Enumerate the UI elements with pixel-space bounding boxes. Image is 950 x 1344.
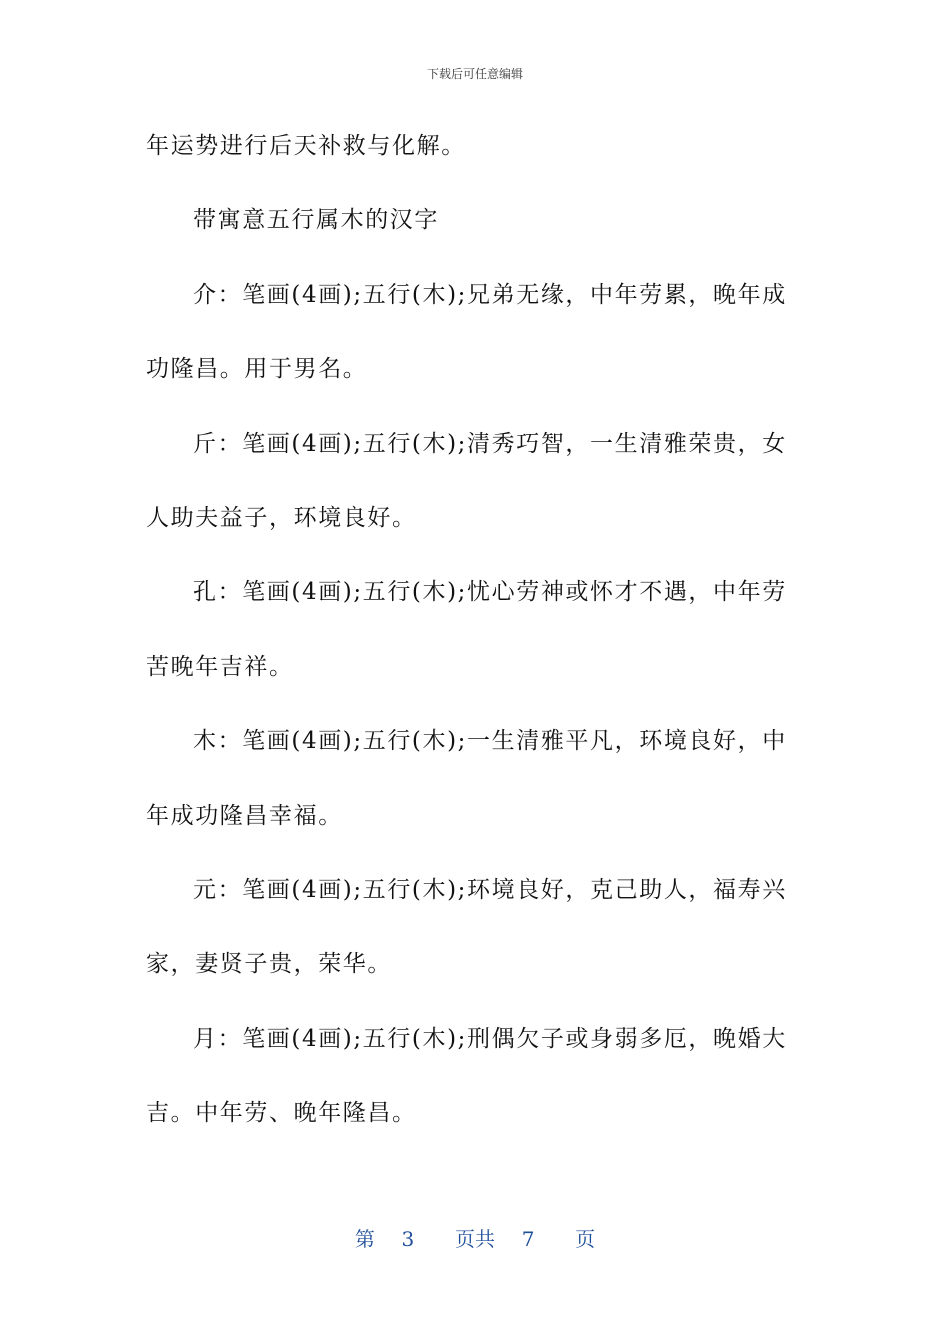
paragraph-line: 人助夫益子，环境良好。 [146, 504, 417, 531]
paragraph-line: 年运势进行后天补救与化解。 [146, 133, 466, 159]
paragraph-line: 月：笔画(4画);五行(木);刑偶欠子或身弱多厄，晚婚大 [193, 1025, 787, 1052]
footer-total-pages: 7 [521, 1227, 535, 1251]
document-body [146, 128, 786, 1169]
paragraph-line: 年成功隆昌幸福。 [146, 802, 343, 829]
page-header [0, 66, 950, 82]
paragraph-line: 苦晚年吉祥。 [146, 653, 294, 680]
paragraph-line: 孔：笔画(4画);五行(木);忧心劳神或怀才不遇，中年劳 [193, 579, 787, 606]
footer-middle: 页共 [455, 1227, 495, 1251]
paragraph-line: 吉。中年劳、晚年隆昌。 [146, 1100, 417, 1127]
paragraph-line: 家，妻贤子贵，荣华。 [146, 951, 392, 978]
footer-page-number: 3 [401, 1227, 415, 1251]
paragraph-line: 介：笔画(4画);五行(木);兄弟无缘，中年劳累，晚年成 [193, 281, 787, 308]
paragraph-line: 斤：笔画(4画);五行(木);清秀巧智，一生清雅荣贵，女 [193, 430, 787, 457]
header-text: 下载后可任意编辑 [426, 67, 523, 81]
section-heading: 带寓意五行属木的汉字 [193, 207, 439, 234]
footer-prefix: 第 [354, 1227, 375, 1251]
paragraph-line: 木：笔画(4画);五行(木);一生清雅平凡，环境良好，中 [193, 728, 787, 755]
footer-suffix: 页 [575, 1227, 596, 1251]
paragraph-line: 功隆昌。用于男名。 [146, 356, 368, 383]
page-footer [0, 1226, 950, 1252]
paragraph-line: 元：笔画(4画);五行(木);环境良好，克己助人，福寿兴 [193, 876, 787, 903]
